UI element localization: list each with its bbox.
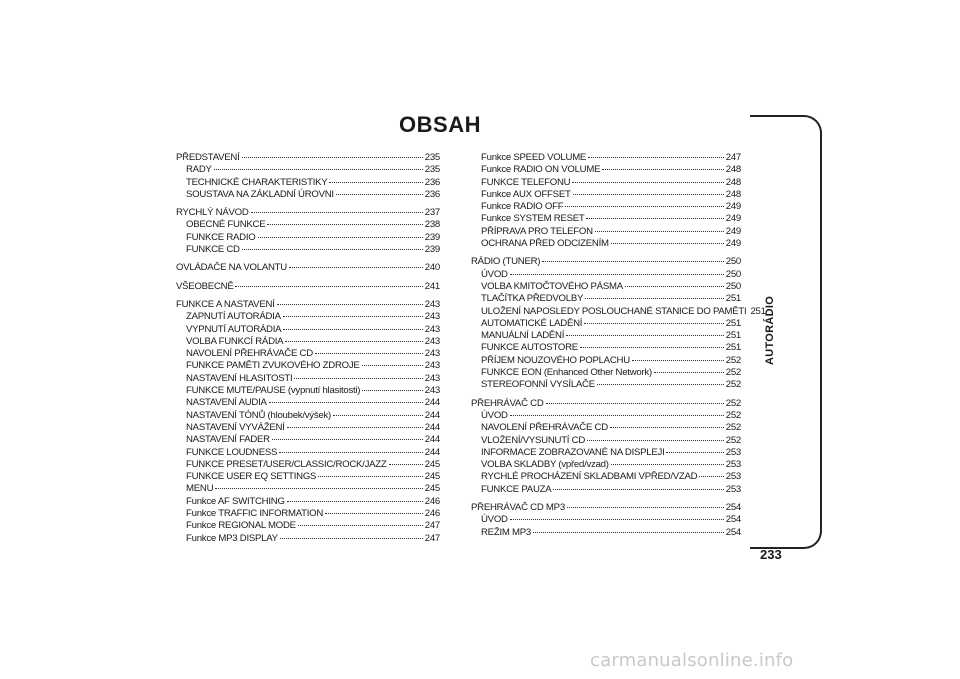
- toc-entry-label: FUNKCE EON (Enhanced Other Network): [481, 367, 652, 379]
- toc-subentry: [176, 471, 440, 483]
- dot-leader: [287, 427, 423, 428]
- dot-leader: [289, 267, 423, 268]
- toc-subentry: [176, 508, 440, 520]
- toc-subentry: [471, 484, 741, 496]
- toc-subentry: [176, 324, 440, 336]
- toc-entry-label: FUNKCE TELEFONU: [481, 176, 571, 188]
- dot-leader: [510, 415, 724, 416]
- toc-right-column: [471, 152, 766, 545]
- toc-subentry: [176, 520, 440, 532]
- toc-subentry: [176, 434, 440, 446]
- toc-subentry: [176, 311, 440, 323]
- toc-entry-page: 254: [725, 526, 741, 538]
- toc-entry-page: 252: [725, 422, 741, 434]
- toc-subentry: [471, 213, 741, 225]
- toc-subentry: [471, 201, 741, 213]
- dot-leader: [595, 231, 724, 232]
- toc-entry-label: Funkce RADIO ON VOLUME: [481, 164, 601, 176]
- dot-leader: [277, 304, 423, 305]
- toc-entry: [176, 207, 440, 219]
- toc-entry-label: VYPNUTÍ AUTORÁDIA: [186, 323, 282, 335]
- toc-entry-label: NASTAVENÍ FADER: [186, 434, 270, 446]
- toc-entry-page: 253: [725, 471, 741, 483]
- toc-entry-page: 244: [424, 409, 440, 421]
- toc-entry-label: NASTAVENÍ VYVÁŽENÍ: [186, 421, 285, 433]
- toc-entry-page: 251: [750, 305, 766, 317]
- toc-entry-label: FUNKCE PAUZA: [481, 483, 552, 495]
- toc-subentry: [471, 226, 741, 238]
- toc-subentry: [176, 410, 440, 422]
- dot-leader: [611, 464, 724, 465]
- toc-entry-label: FUNKCE USER EQ SETTINGS: [186, 471, 317, 483]
- toc-subentry: [471, 269, 741, 281]
- dot-leader: [214, 169, 423, 170]
- dot-leader: [242, 157, 423, 158]
- toc-entry-label: ULOŽENÍ NAPOSLEDY POSLOUCHANÉ STANICE DO PAMĚTI: [481, 305, 747, 317]
- toc-entry-page: 250: [725, 280, 741, 292]
- toc-subentry: [176, 336, 440, 348]
- toc-entry-page: 243: [424, 360, 440, 372]
- toc-entry-label: ZAPNUTÍ AUTORÁDIA: [186, 311, 281, 323]
- toc-entry: [176, 299, 440, 311]
- toc-subentry: [471, 305, 766, 318]
- dot-leader: [329, 182, 422, 183]
- toc-entry-label: INFORMACE ZOBRAZOVANÉ NA DISPLEJI: [481, 446, 665, 458]
- toc-entry-label: Funkce TRAFFIC INFORMATION: [186, 508, 324, 520]
- dot-leader: [546, 403, 724, 404]
- toc-entry-label: VOLBA FUNKCÍ RÁDIA: [186, 335, 284, 347]
- toc-subentry: [471, 410, 741, 422]
- toc-entry-page: 239: [424, 244, 440, 256]
- dot-leader: [267, 224, 422, 225]
- toc-entry-page: 249: [725, 201, 741, 213]
- toc-entry-page: 251: [725, 317, 741, 329]
- dot-leader: [699, 476, 723, 477]
- toc-entry-page: 254: [725, 502, 741, 514]
- toc-entry-page: 251: [725, 293, 741, 305]
- dot-leader: [318, 476, 423, 477]
- dot-leader: [325, 513, 423, 514]
- toc-entry-label: PŘÍJEM NOUZOVÉHO POPLACHU: [481, 354, 630, 366]
- toc-entry-label: SOUSTAVA NA ZÁKLADNÍ ÚROVNI: [186, 188, 334, 200]
- toc-subentry: [176, 483, 440, 495]
- toc-subentry: [471, 367, 741, 379]
- toc-subentry: [471, 514, 741, 526]
- toc-section: [176, 299, 440, 545]
- toc-subentry: [176, 360, 440, 372]
- toc-entry-label: FUNKCE PRESET/USER/CLASSIC/ROCK/JAZZ: [186, 458, 387, 470]
- toc-entry-page: 239: [424, 231, 440, 243]
- toc-entry-label: FUNKCE A NASTAVENÍ: [176, 298, 275, 310]
- toc-entry-label: OCHRANA PŘED ODCIZENÍM: [481, 238, 609, 250]
- toc-section: [176, 281, 440, 293]
- toc-entry-page: 243: [424, 348, 440, 360]
- dot-leader: [587, 440, 724, 441]
- toc-entry-label: NASTAVENÍ AUDIA: [186, 397, 267, 409]
- dot-leader: [632, 360, 724, 361]
- dot-leader: [251, 212, 423, 213]
- toc-subentry: [176, 189, 440, 201]
- toc-section: [176, 262, 440, 274]
- toc-entry: [176, 281, 440, 293]
- toc-entry-label: TLAČÍTKA PŘEDVOLBY: [481, 293, 584, 305]
- toc-section: [471, 256, 766, 391]
- toc-subentry: [471, 447, 741, 459]
- dot-leader: [362, 390, 422, 391]
- toc-entry-page: 250: [725, 268, 741, 280]
- toc-section: [471, 502, 741, 539]
- toc-entry-label: PŘEHRÁVAČ CD MP3: [471, 502, 565, 514]
- toc-entry-page: 237: [424, 207, 440, 219]
- toc-entry-page: 241: [424, 280, 440, 292]
- dot-leader: [283, 316, 423, 317]
- toc-subentry: [176, 164, 440, 176]
- toc-entry-page: 252: [725, 397, 741, 409]
- toc-subentry: [176, 496, 440, 508]
- dot-leader: [602, 169, 723, 170]
- toc-entry-page: 244: [424, 421, 440, 433]
- toc-entry-label: FUNKCE RADIO: [186, 231, 256, 243]
- page-title: OBSAH: [399, 112, 481, 137]
- toc-subentry: [471, 422, 741, 434]
- toc-entry-page: 235: [424, 152, 440, 163]
- toc-section: [176, 152, 440, 201]
- toc-entry-label: OVLÁDAČE NA VOLANTU: [176, 262, 287, 274]
- dot-leader: [298, 525, 423, 526]
- toc-entry-label: FUNKCE PAMĚTI ZVUKOVÉHO ZDROJE: [186, 360, 360, 372]
- toc-subentry: [176, 397, 440, 409]
- dot-leader: [294, 378, 422, 379]
- dot-leader: [269, 402, 423, 403]
- toc-entry-page: 248: [725, 176, 741, 188]
- toc-entry-page: 243: [424, 311, 440, 323]
- chapter-tab-label: AUTORÁDIO: [764, 295, 776, 365]
- toc-entry-label: RYCHLÉ PROCHÁZENÍ SKLADBAMI VPŘED/VZAD: [481, 471, 698, 483]
- toc-entry-label: Funkce RADIO OFF: [481, 201, 564, 213]
- toc-entry-page: 243: [424, 335, 440, 347]
- dot-leader: [215, 488, 422, 489]
- toc-entry-label: NASTAVENÍ TÓNŮ (hloubek/výšek): [186, 409, 331, 421]
- toc-entry-page: 244: [424, 446, 440, 458]
- dot-leader: [610, 427, 724, 428]
- toc-subentry: [176, 533, 440, 545]
- dot-leader: [389, 464, 423, 465]
- toc-entry: [471, 256, 741, 268]
- toc-entry-page: 247: [725, 152, 741, 163]
- toc-entry-page: 236: [424, 188, 440, 200]
- dot-leader: [565, 206, 723, 207]
- dot-leader: [533, 532, 724, 533]
- dot-leader: [611, 243, 724, 244]
- dot-leader: [588, 157, 724, 158]
- toc-entry-label: Funkce MP3 DISPLAY: [186, 532, 278, 544]
- toc-entry-page: 252: [725, 354, 741, 366]
- toc-entry-page: 245: [424, 471, 440, 483]
- toc-entry-page: 238: [424, 219, 440, 231]
- dot-leader: [597, 384, 724, 385]
- toc-entry-page: 235: [424, 164, 440, 176]
- toc-entry-label: TECHNICKÉ CHARAKTERISTIKY: [186, 176, 328, 188]
- toc-entry-label: Funkce SYSTEM RESET: [481, 213, 585, 225]
- toc-entry-page: 249: [725, 238, 741, 250]
- toc-subentry: [471, 459, 741, 471]
- dot-leader: [654, 372, 724, 373]
- toc-entry-page: 251: [725, 330, 741, 342]
- dot-leader: [580, 347, 724, 348]
- toc-entry-label: NAVOLENÍ PŘEHRÁVAČE CD: [186, 348, 313, 360]
- dot-leader: [510, 519, 724, 520]
- toc-subentry: [471, 318, 741, 330]
- dot-leader: [242, 249, 423, 250]
- toc-entry-page: 245: [424, 458, 440, 470]
- dot-leader: [280, 538, 423, 539]
- toc-section: [471, 152, 741, 250]
- toc-subentry: [471, 379, 741, 391]
- toc-subentry: [471, 177, 741, 189]
- toc-subentry: [176, 373, 440, 385]
- toc-entry-page: 252: [725, 367, 741, 379]
- toc-entry-page: 250: [725, 256, 741, 268]
- toc-entry-page: 236: [424, 176, 440, 188]
- toc-subentry: [176, 244, 440, 256]
- toc-subentry: [471, 164, 741, 176]
- toc-entry-page: 246: [424, 508, 440, 520]
- toc-entry-page: 254: [725, 514, 741, 526]
- toc-entry-label: Funkce SPEED VOLUME: [481, 152, 587, 163]
- toc-subentry: [471, 330, 741, 342]
- toc-entry-label: VŠEOBECNĚ: [176, 280, 234, 292]
- toc-entry-page: 243: [424, 298, 440, 310]
- toc-entry: [471, 502, 741, 514]
- toc-entry-page: 248: [725, 164, 741, 176]
- toc-subentry: [176, 422, 440, 434]
- toc-entry: [471, 398, 741, 410]
- toc-entry-page: 244: [424, 397, 440, 409]
- chapter-tab: [750, 115, 822, 549]
- toc-entry-label: NAVOLENÍ PŘEHRÁVAČE CD: [481, 422, 608, 434]
- toc-entry-page: 249: [725, 225, 741, 237]
- toc-entry-label: Funkce AF SWITCHING: [186, 495, 285, 507]
- toc-subentry: [176, 232, 440, 244]
- toc-entry-label: ÚVOD: [481, 514, 508, 526]
- toc-entry-page: 243: [424, 372, 440, 384]
- toc-entry-label: VLOŽENÍ/VYSUNUTÍ CD: [481, 434, 585, 446]
- toc-subentry: [176, 385, 440, 397]
- dot-leader: [542, 261, 724, 262]
- toc-subentry: [176, 348, 440, 360]
- toc-entry-label: PŘEHRÁVAČ CD: [471, 397, 544, 409]
- toc-entry-page: 253: [725, 459, 741, 471]
- toc-entry-label: Funkce REGIONAL MODE: [186, 520, 296, 532]
- toc-entry-page: 247: [424, 532, 440, 544]
- toc-entry-label: RADY: [186, 164, 212, 176]
- toc-subentry: [471, 152, 741, 164]
- toc-entry-label: MANUÁLNÍ LADĚNÍ: [481, 330, 565, 342]
- dot-leader: [586, 218, 723, 219]
- toc-subentry: [471, 189, 741, 201]
- toc-entry-label: AUTOMATICKÉ LADĚNÍ: [481, 317, 583, 329]
- dot-leader: [572, 182, 723, 183]
- toc-subentry: [176, 447, 440, 459]
- toc-left-column: [176, 152, 440, 551]
- toc-entry-page: 251: [725, 342, 741, 354]
- toc-entry-label: PŘEDSTAVENÍ: [176, 152, 240, 163]
- toc-entry: [176, 262, 440, 274]
- toc-entry-label: PŘÍPRAVA PRO TELEFON: [481, 225, 593, 237]
- watermark: carmanualsonline.info: [590, 650, 794, 671]
- toc-entry-label: RÁDIO (TUNER): [471, 256, 541, 268]
- toc-entry-page: 247: [424, 520, 440, 532]
- dot-leader: [258, 237, 423, 238]
- toc-entry-page: 244: [424, 434, 440, 446]
- dot-leader: [285, 341, 422, 342]
- toc-entry-page: 248: [725, 188, 741, 200]
- toc-entry-label: ÚVOD: [481, 268, 508, 280]
- dot-leader: [279, 452, 423, 453]
- toc-entry-page: 252: [725, 379, 741, 391]
- dot-leader: [272, 439, 423, 440]
- toc-subentry: [176, 459, 440, 471]
- dot-leader: [625, 286, 724, 287]
- toc-subentry: [471, 435, 741, 447]
- dot-leader: [336, 194, 423, 195]
- toc-entry-label: FUNKCE LOUDNESS: [186, 446, 278, 458]
- toc-entry-label: MENU: [186, 483, 214, 495]
- toc-entry-page: 240: [424, 262, 440, 274]
- dot-leader: [553, 489, 723, 490]
- toc-section: [471, 398, 741, 496]
- toc-entry-label: FUNKCE CD: [186, 244, 240, 256]
- toc-entry-label: FUNKCE AUTOSTORE: [481, 342, 578, 354]
- toc-entry: [176, 152, 440, 164]
- toc-entry-page: 253: [725, 446, 741, 458]
- dot-leader: [315, 353, 423, 354]
- dot-leader: [510, 274, 724, 275]
- toc-entry-label: VOLBA KMITOČTOVÉHO PÁSMA: [481, 280, 623, 292]
- toc-entry-label: FUNKCE MUTE/PAUSE (vypnutí hlasitosti): [186, 385, 361, 397]
- dot-leader: [573, 194, 724, 195]
- dot-leader: [362, 365, 423, 366]
- toc-subentry: [176, 177, 440, 189]
- dot-leader: [567, 507, 724, 508]
- toc-subentry: [471, 293, 741, 305]
- toc-subentry: [471, 355, 741, 367]
- dot-leader: [666, 452, 723, 453]
- toc-entry-page: 249: [725, 213, 741, 225]
- toc-entry-label: ÚVOD: [481, 409, 508, 421]
- toc-entry-label: Funkce AUX OFFSET: [481, 188, 571, 200]
- dot-leader: [283, 329, 422, 330]
- toc-entry-label: VOLBA SKLADBY (vpřed/vzad): [481, 459, 609, 471]
- toc-entry-page: 252: [725, 434, 741, 446]
- toc-entry-label: OBECNÉ FUNKCE: [186, 219, 266, 231]
- toc-subentry: [471, 238, 741, 250]
- toc-entry-page: 246: [424, 495, 440, 507]
- toc-subentry: [471, 342, 741, 354]
- dot-leader: [584, 323, 724, 324]
- toc-subentry: [471, 281, 741, 293]
- toc-entry-page: 245: [424, 483, 440, 495]
- toc-entry-page: 243: [424, 323, 440, 335]
- toc-section: [176, 207, 440, 256]
- toc-subentry: [176, 219, 440, 231]
- dot-leader: [287, 501, 423, 502]
- dot-leader: [235, 286, 422, 287]
- dot-leader: [333, 415, 423, 416]
- toc-entry-label: STEREOFONNÍ VYSÍLAČE: [481, 379, 595, 391]
- dot-leader: [585, 298, 724, 299]
- toc-entry-page: 252: [725, 409, 741, 421]
- toc-entry-label: NASTAVENÍ HLASITOSTI: [186, 372, 293, 384]
- toc-subentry: [471, 471, 741, 483]
- dot-leader: [566, 335, 724, 336]
- toc-entry-page: 243: [424, 385, 440, 397]
- toc-entry-page: 253: [725, 483, 741, 495]
- toc-subentry: [471, 527, 741, 539]
- page-number: 233: [760, 547, 782, 562]
- toc-entry-label: REŽIM MP3: [481, 526, 531, 538]
- toc-entry-label: RYCHLÝ NÁVOD: [176, 207, 249, 219]
